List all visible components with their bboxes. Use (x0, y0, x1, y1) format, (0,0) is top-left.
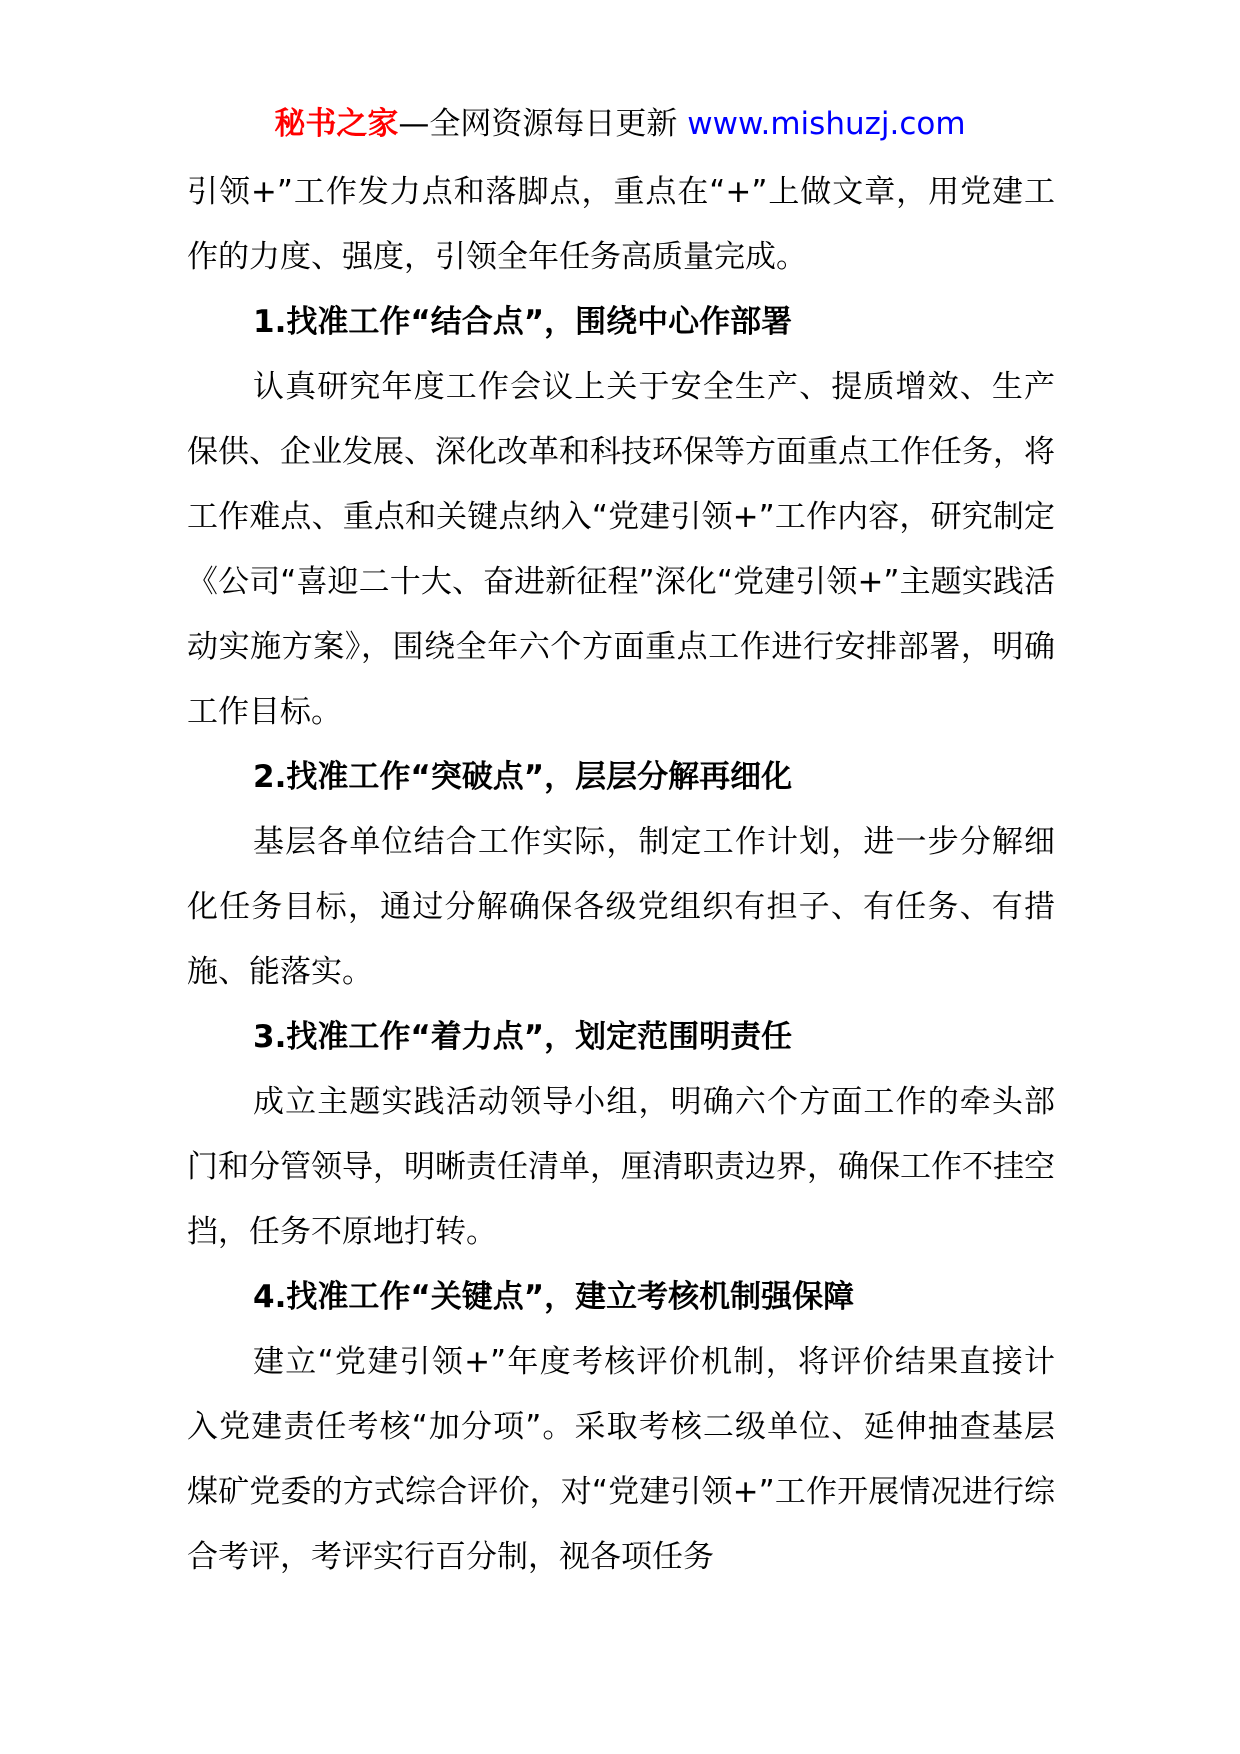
paragraph-1: 认真研究年度工作会议上关于安全生产、提质增效、生产保供、企业发展、深化改革和科技环保等方面重点工作任务，将工作难点、重点和关键点纳入“党建引领+”工作内容，研究制定《公司“喜迎二十大、奋进新征程”深化“党建引领+”主题实践活动实施方案》，围绕全年六个方面重点工作进行安排部署，明确工作目标。 (187, 369, 1055, 730)
document-body (187, 160, 1055, 1590)
paragraph-3: 成立主题实践活动领导小组，明确六个方面工作的牵头部门和分管领导，明晰责任清单，厘清职责边界，确保工作不挂空挡，任务不原地打转。 (187, 1084, 1055, 1250)
section-heading-3: 3.找准工作“着力点”，划定范围明责任 (253, 1019, 793, 1055)
paragraph-continued: 引领+”工作发力点和落脚点，重点在“+”上做文章，用党建工作的力度、强度，引领全年任务高质量完成。 (187, 174, 1055, 275)
site-header (0, 102, 1240, 146)
header-tagline: —全网资源每日更新 (398, 106, 688, 142)
section-heading-4: 4.找准工作“关键点”，建立考核机制强保障 (253, 1279, 855, 1315)
site-url[interactable]: www.mishuzj.com (687, 106, 966, 142)
brand-name: 秘书之家 (274, 106, 399, 142)
paragraph-4: 建立“党建引领+”年度考核评价机制，将评价结果直接计入党建责任考核“加分项”。采取考核二级单位、延伸抽查基层煤矿党委的方式综合评价，对“党建引领+”工作开展情况进行综合考评，考评实行百分制，视各项任务 (187, 1344, 1055, 1575)
paragraph-2: 基层各单位结合工作实际，制定工作计划，进一步分解细化任务目标，通过分解确保各级党组织有担子、有任务、有措施、能落实。 (187, 824, 1055, 990)
section-heading-2: 2.找准工作“突破点”，层层分解再细化 (253, 759, 793, 795)
section-heading-1: 1.找准工作“结合点”，围绕中心作部署 (253, 304, 793, 340)
